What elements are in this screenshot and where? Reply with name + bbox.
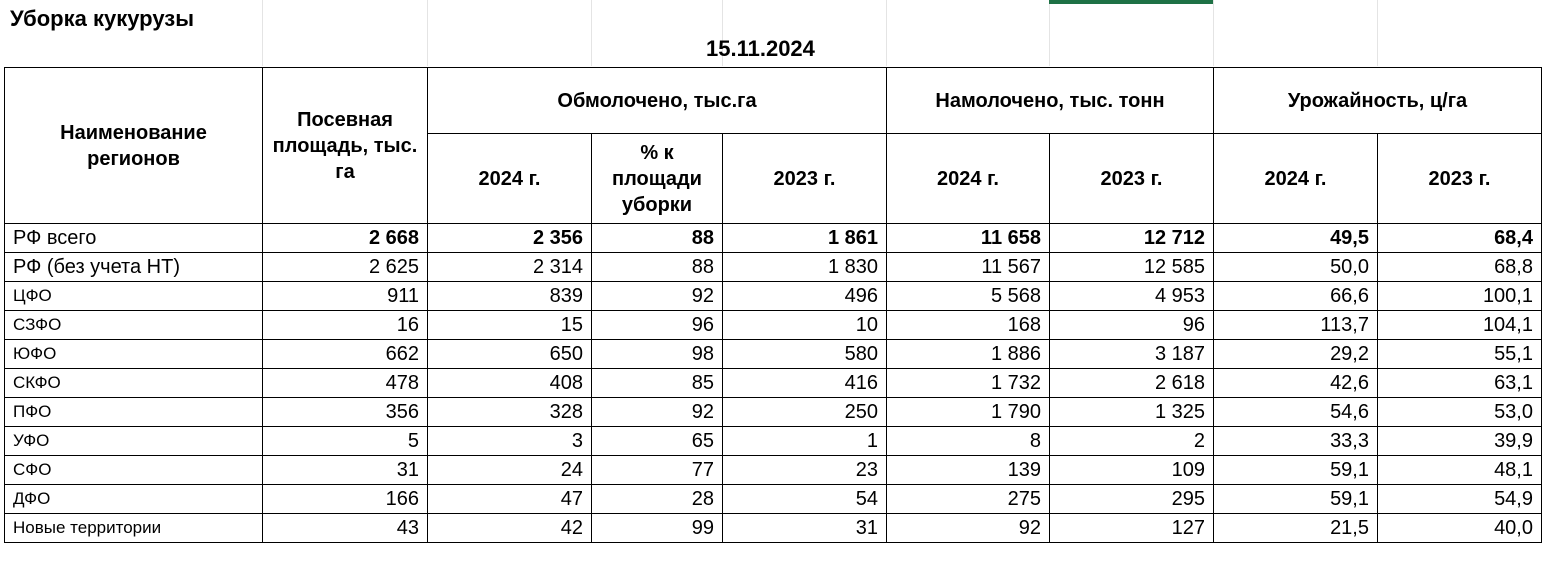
header-yield-2024[interactable]: 2024 г. bbox=[1214, 134, 1378, 224]
pct-area-cell[interactable]: 98 bbox=[592, 340, 723, 369]
harvested-2023-cell[interactable]: 12 712 bbox=[1050, 224, 1214, 253]
header-harvested-2023[interactable]: 2023 г. bbox=[1050, 134, 1214, 224]
table-row bbox=[5, 514, 1542, 543]
sown-area-cell[interactable]: 16 bbox=[263, 311, 428, 340]
yield-2024-cell[interactable]: 21,5 bbox=[1214, 514, 1378, 543]
threshed-2023-cell[interactable]: 496 bbox=[723, 282, 887, 311]
sown-area-cell[interactable]: 5 bbox=[263, 427, 428, 456]
harvested-2024-cell[interactable]: 11 658 bbox=[887, 224, 1050, 253]
threshed-2024-cell[interactable]: 839 bbox=[428, 282, 592, 311]
sheet-gridline bbox=[1049, 0, 1050, 66]
sheet-gridline bbox=[591, 0, 592, 66]
table-row bbox=[5, 340, 1542, 369]
threshed-2023-cell[interactable]: 31 bbox=[723, 514, 887, 543]
yield-2024-cell[interactable]: 113,7 bbox=[1214, 311, 1378, 340]
threshed-2024-cell[interactable]: 650 bbox=[428, 340, 592, 369]
yield-2024-cell[interactable]: 29,2 bbox=[1214, 340, 1378, 369]
header-harvested[interactable]: Намолочено, тыс. тонн bbox=[887, 68, 1214, 134]
region-name[interactable]: ЮФО bbox=[5, 340, 263, 369]
threshed-2023-cell[interactable]: 23 bbox=[723, 456, 887, 485]
threshed-2023-cell[interactable]: 1 861 bbox=[723, 224, 887, 253]
yield-2023-cell[interactable]: 55,1 bbox=[1378, 340, 1542, 369]
threshed-2024-cell[interactable]: 2 356 bbox=[428, 224, 592, 253]
header-pct-area[interactable]: % к площади уборки bbox=[592, 134, 723, 224]
yield-2023-cell[interactable]: 54,9 bbox=[1378, 485, 1542, 514]
table-row bbox=[5, 485, 1542, 514]
yield-2024-cell[interactable]: 59,1 bbox=[1214, 456, 1378, 485]
threshed-2024-cell[interactable]: 408 bbox=[428, 369, 592, 398]
threshed-2023-cell[interactable]: 416 bbox=[723, 369, 887, 398]
yield-2024-cell[interactable]: 50,0 bbox=[1214, 253, 1378, 282]
harvested-2023-cell[interactable]: 12 585 bbox=[1050, 253, 1214, 282]
region-name[interactable]: ПФО bbox=[5, 398, 263, 427]
selected-column-indicator bbox=[1049, 0, 1213, 4]
sown-area-cell[interactable]: 43 bbox=[263, 514, 428, 543]
harvest-table bbox=[4, 67, 1542, 543]
sown-area-cell[interactable]: 2 668 bbox=[263, 224, 428, 253]
harvested-2024-cell[interactable]: 5 568 bbox=[887, 282, 1050, 311]
sheet-gridline bbox=[262, 0, 263, 66]
threshed-2024-cell[interactable]: 15 bbox=[428, 311, 592, 340]
harvested-2024-cell[interactable]: 8 bbox=[887, 427, 1050, 456]
threshed-2023-cell[interactable]: 580 bbox=[723, 340, 887, 369]
harvested-2023-cell[interactable]: 3 187 bbox=[1050, 340, 1214, 369]
sheet-gridline bbox=[427, 0, 428, 66]
pct-area-cell[interactable]: 88 bbox=[592, 224, 723, 253]
table-row bbox=[5, 427, 1542, 456]
pct-area-cell[interactable]: 65 bbox=[592, 427, 723, 456]
yield-2024-cell[interactable]: 42,6 bbox=[1214, 369, 1378, 398]
pct-area-cell[interactable]: 92 bbox=[592, 282, 723, 311]
header-sown-area[interactable]: Посевная площадь, тыс. га bbox=[263, 68, 428, 224]
sown-area-cell[interactable]: 478 bbox=[263, 369, 428, 398]
sown-area-cell[interactable]: 356 bbox=[263, 398, 428, 427]
header-harvested-2024[interactable]: 2024 г. bbox=[887, 134, 1050, 224]
pct-area-cell[interactable]: 77 bbox=[592, 456, 723, 485]
table-row bbox=[5, 311, 1542, 340]
sown-area-cell[interactable]: 2 625 bbox=[263, 253, 428, 282]
harvested-2024-cell[interactable]: 168 bbox=[887, 311, 1050, 340]
table-row bbox=[5, 369, 1542, 398]
yield-2024-cell[interactable]: 49,5 bbox=[1214, 224, 1378, 253]
harvested-2024-cell[interactable]: 275 bbox=[887, 485, 1050, 514]
region-name[interactable]: ДФО bbox=[5, 485, 263, 514]
header-yield-2023[interactable]: 2023 г. bbox=[1378, 134, 1542, 224]
region-name[interactable]: РФ всего bbox=[5, 224, 263, 253]
yield-2023-cell[interactable]: 53,0 bbox=[1378, 398, 1542, 427]
pct-area-cell[interactable]: 96 bbox=[592, 311, 723, 340]
region-name[interactable]: УФО bbox=[5, 427, 263, 456]
region-name[interactable]: ЦФО bbox=[5, 282, 263, 311]
harvested-2023-cell[interactable]: 4 953 bbox=[1050, 282, 1214, 311]
header-yield[interactable]: Урожайность, ц/га bbox=[1214, 68, 1542, 134]
harvested-2024-cell[interactable]: 92 bbox=[887, 514, 1050, 543]
table-row bbox=[5, 456, 1542, 485]
yield-2024-cell[interactable]: 66,6 bbox=[1214, 282, 1378, 311]
threshed-2023-cell[interactable]: 10 bbox=[723, 311, 887, 340]
region-name[interactable]: РФ (без учета НТ) bbox=[5, 253, 263, 282]
header-region[interactable]: Наименование регионов bbox=[5, 68, 263, 224]
region-name[interactable]: Новые территории bbox=[5, 514, 263, 543]
harvested-2023-cell[interactable]: 2 618 bbox=[1050, 369, 1214, 398]
threshed-2024-cell[interactable]: 42 bbox=[428, 514, 592, 543]
header-threshed-2023[interactable]: 2023 г. bbox=[723, 134, 887, 224]
threshed-2023-cell[interactable]: 1 bbox=[723, 427, 887, 456]
table-row bbox=[5, 253, 1542, 282]
yield-2024-cell[interactable]: 54,6 bbox=[1214, 398, 1378, 427]
sown-area-cell[interactable]: 911 bbox=[263, 282, 428, 311]
yield-2023-cell[interactable]: 39,9 bbox=[1378, 427, 1542, 456]
harvested-2024-cell[interactable]: 1 790 bbox=[887, 398, 1050, 427]
threshed-2024-cell[interactable]: 2 314 bbox=[428, 253, 592, 282]
region-name[interactable]: СЗФО bbox=[5, 311, 263, 340]
threshed-2024-cell[interactable]: 3 bbox=[428, 427, 592, 456]
region-name[interactable]: СФО bbox=[5, 456, 263, 485]
pct-area-cell[interactable]: 88 bbox=[592, 253, 723, 282]
harvested-2023-cell[interactable]: 2 bbox=[1050, 427, 1214, 456]
sheet-gridline bbox=[1213, 0, 1214, 66]
harvested-2023-cell[interactable]: 1 325 bbox=[1050, 398, 1214, 427]
sown-area-cell[interactable]: 31 bbox=[263, 456, 428, 485]
threshed-2024-cell[interactable]: 24 bbox=[428, 456, 592, 485]
pct-area-cell[interactable]: 85 bbox=[592, 369, 723, 398]
yield-2023-cell[interactable]: 104,1 bbox=[1378, 311, 1542, 340]
harvested-2024-cell[interactable]: 11 567 bbox=[887, 253, 1050, 282]
header-threshed-2024[interactable]: 2024 г. bbox=[428, 134, 592, 224]
yield-2023-cell[interactable]: 100,1 bbox=[1378, 282, 1542, 311]
threshed-2023-cell[interactable]: 1 830 bbox=[723, 253, 887, 282]
table-row bbox=[5, 282, 1542, 311]
sown-area-cell[interactable]: 662 bbox=[263, 340, 428, 369]
pct-area-cell[interactable]: 92 bbox=[592, 398, 723, 427]
harvested-2023-cell[interactable]: 109 bbox=[1050, 456, 1214, 485]
region-name[interactable]: СКФО bbox=[5, 369, 263, 398]
yield-2023-cell[interactable]: 63,1 bbox=[1378, 369, 1542, 398]
sheet-title: Уборка кукурузы bbox=[10, 6, 194, 31]
harvested-2024-cell[interactable]: 1 886 bbox=[887, 340, 1050, 369]
harvested-2024-cell[interactable]: 139 bbox=[887, 456, 1050, 485]
yield-2024-cell[interactable]: 59,1 bbox=[1214, 485, 1378, 514]
yield-2023-cell[interactable]: 40,0 bbox=[1378, 514, 1542, 543]
threshed-2024-cell[interactable]: 47 bbox=[428, 485, 592, 514]
sown-area-cell[interactable]: 166 bbox=[263, 485, 428, 514]
header-threshed[interactable]: Обмолочено, тыс.га bbox=[428, 68, 887, 134]
pct-area-cell[interactable]: 28 bbox=[592, 485, 723, 514]
harvested-2023-cell[interactable]: 96 bbox=[1050, 311, 1214, 340]
harvested-2024-cell[interactable]: 1 732 bbox=[887, 369, 1050, 398]
yield-2023-cell[interactable]: 48,1 bbox=[1378, 456, 1542, 485]
pct-area-cell[interactable]: 99 bbox=[592, 514, 723, 543]
table-row bbox=[5, 398, 1542, 427]
yield-2023-cell[interactable]: 68,8 bbox=[1378, 253, 1542, 282]
threshed-2023-cell[interactable]: 54 bbox=[723, 485, 887, 514]
sheet-gridline bbox=[886, 0, 887, 66]
threshed-2024-cell[interactable]: 328 bbox=[428, 398, 592, 427]
sheet-gridline bbox=[1377, 0, 1378, 66]
report-date: 15.11.2024 bbox=[706, 36, 815, 61]
harvested-2023-cell[interactable]: 127 bbox=[1050, 514, 1214, 543]
threshed-2023-cell[interactable]: 250 bbox=[723, 398, 887, 427]
yield-2023-cell[interactable]: 68,4 bbox=[1378, 224, 1542, 253]
table-row bbox=[5, 224, 1542, 253]
harvested-2023-cell[interactable]: 295 bbox=[1050, 485, 1214, 514]
yield-2024-cell[interactable]: 33,3 bbox=[1214, 427, 1378, 456]
